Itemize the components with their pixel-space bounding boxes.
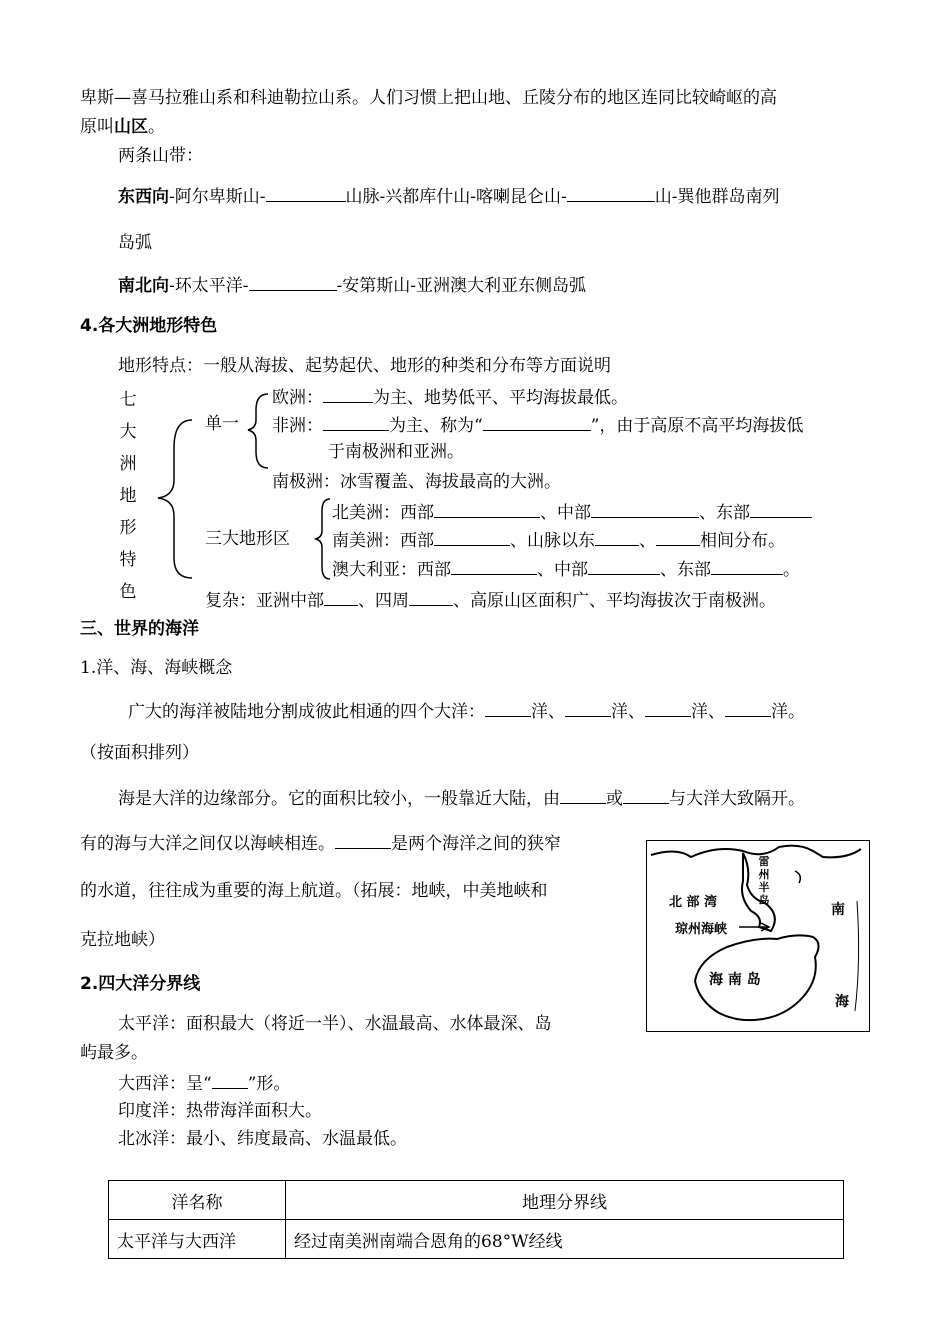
blank[interactable]: [434, 527, 510, 546]
outer-brace: [158, 420, 192, 578]
south-label: 南: [831, 902, 845, 918]
char: 七: [119, 390, 137, 410]
antarctica-line: 南极洲：冰雪覆盖、海拔最高的大洲。: [272, 472, 561, 492]
text: 洋: [691, 702, 708, 722]
blank[interactable]: [434, 499, 540, 518]
text: 、: [639, 531, 656, 551]
text: 南美洲：西部: [332, 531, 434, 551]
blank[interactable]: [645, 698, 691, 717]
leizhou-label: [757, 855, 771, 907]
term: 东西向: [118, 187, 169, 207]
blank[interactable]: [249, 272, 337, 291]
beibu-bay-label: 北 部 湾: [669, 895, 718, 910]
pacific-line-2: 屿最多。: [80, 1043, 148, 1063]
text: 广大的海洋被陆地分割成彼此相通的四个大洋：: [128, 702, 485, 722]
blank[interactable]: [451, 556, 537, 575]
strait-line-1: [80, 830, 561, 856]
text: 。: [783, 560, 800, 580]
cell-ocean-name: 太平洋与大西洋: [109, 1220, 286, 1259]
blank[interactable]: [485, 698, 531, 717]
single-brace: [248, 394, 268, 468]
text: 、东部: [699, 503, 750, 523]
text: ”形。: [247, 1074, 291, 1094]
text: 北美洲：西部: [332, 503, 434, 523]
text: 洋: [531, 702, 548, 722]
text: 原叫: [80, 117, 114, 137]
char: 形: [119, 518, 137, 538]
text: 山脉-兴都库什山-喀喇昆仑山-: [345, 187, 567, 207]
text: 。: [788, 702, 805, 722]
table-row: [109, 1220, 844, 1259]
text: -环太平洋-: [169, 276, 249, 296]
east-west-line: [118, 183, 779, 209]
blank[interactable]: [565, 698, 611, 717]
blank[interactable]: [725, 698, 771, 717]
blank[interactable]: [591, 499, 699, 518]
ocean-boundary-table: [108, 1180, 844, 1259]
edge-line: [855, 901, 859, 1011]
text: 欧洲：: [272, 388, 323, 408]
qiongzhou-strait-label: 琼州海峡: [675, 922, 728, 937]
africa-line-2: 于南极洲和亚洲。: [328, 442, 464, 462]
text: 、: [628, 702, 645, 722]
text: -阿尔卑斯山-: [169, 187, 266, 207]
south-america-line: [332, 527, 785, 553]
blank[interactable]: [324, 587, 358, 606]
complex-line: [205, 587, 776, 613]
text: 、中部: [537, 560, 588, 580]
brace: [316, 499, 330, 579]
text: 洋: [611, 702, 628, 722]
blank[interactable]: [750, 499, 812, 518]
pacific-line-1: 太平洋：面积最大（将近一半）、水温最高、水体最深、岛: [118, 1014, 552, 1034]
atlantic-line: [118, 1070, 290, 1096]
text: 山-巽他群岛南列: [654, 187, 780, 207]
text: 或: [606, 789, 623, 809]
africa-line: [272, 412, 803, 438]
text: 非洲：: [272, 416, 323, 436]
text: 为主、称为“: [389, 416, 483, 436]
text: 、中部: [540, 503, 591, 523]
text: 与大洋大致隔开。: [669, 789, 805, 809]
text: 有的海与大洋之间仅以海峡相连。: [80, 834, 335, 854]
header-boundary: 地理分界线: [286, 1181, 844, 1220]
blank[interactable]: [335, 830, 391, 849]
char: 洲: [119, 454, 137, 474]
three-region-brace: [314, 495, 334, 581]
single-label: 单一: [205, 414, 239, 434]
blank[interactable]: [656, 527, 700, 546]
char: 岛: [758, 894, 770, 907]
indian-line: 印度洋：热带海洋面积大。: [118, 1101, 322, 1121]
text: 、东部: [660, 560, 711, 580]
section-3-title: 三、世界的海洋: [80, 619, 199, 639]
australia-line: [332, 556, 800, 582]
hainan-island-label: 海 南 岛: [709, 972, 761, 988]
blank[interactable]: [323, 412, 389, 431]
text: 岛弧: [118, 233, 152, 253]
qiongzhou-strait-map: [646, 840, 870, 1032]
feature-line: 地形特点：一般从海拔、起势起伏、地形的种类和分布等方面说明: [118, 356, 611, 376]
text: ”，由于高原不高平均海拔低: [590, 416, 804, 436]
text: 海是大洋的边缘部分。它的面积比较小，一般靠近大陆，由: [118, 789, 560, 809]
sea-line: [118, 785, 805, 811]
belts-label: [118, 144, 203, 168]
north-south-line: [118, 272, 586, 298]
blank[interactable]: [212, 1070, 248, 1089]
blank[interactable]: [567, 183, 655, 202]
text: 、高原山区面积广、平均海拔次于南极洲。: [453, 591, 776, 611]
text: 澳大利亚：西部: [332, 560, 451, 580]
term-mountain-area: 山区: [114, 117, 148, 137]
three-regions-label: 三大地形区: [205, 529, 290, 549]
arctic-line: 北冰洋：最小、纬度最高、水温最低。: [118, 1129, 407, 1149]
char: 大: [119, 422, 137, 442]
oceans-line: [128, 698, 805, 724]
sea-label: 海: [835, 994, 849, 1010]
text: 两条山带：: [118, 146, 203, 166]
blank[interactable]: [323, 384, 373, 403]
intro-line-1: [80, 86, 777, 110]
text: 卑斯—喜马拉雅山系和科迪勒拉山系。人们习惯上把山地、丘陵分布的地区连同比较崎岖的高: [80, 88, 777, 108]
subsection-1: 1.洋、海、海峡概念: [80, 658, 233, 678]
text: 是两个海洋之间的狭窄: [391, 834, 561, 854]
char: 色: [119, 582, 137, 602]
text: 、: [548, 702, 565, 722]
europe-line: [272, 384, 628, 410]
header-ocean-name: 洋名称: [109, 1181, 286, 1220]
blank[interactable]: [623, 785, 669, 804]
subsection-2: 2.四大洋分界线: [80, 974, 201, 994]
table-row: [109, 1181, 844, 1220]
text: 、四周: [358, 591, 409, 611]
strait-line-2: 的水道，往往成为重要的海上航道。（拓展：地峡，中美地峡和: [80, 881, 548, 901]
text: 。: [148, 117, 165, 137]
vertical-label: [118, 384, 138, 608]
text: 、: [708, 702, 725, 722]
blank[interactable]: [266, 183, 346, 202]
term: 南北向: [118, 276, 169, 296]
north-america-line: [332, 499, 812, 525]
char: 雷: [758, 855, 770, 868]
coast-detail: [795, 871, 800, 883]
blank[interactable]: [595, 527, 639, 546]
mainland-coast: [651, 846, 861, 858]
blank[interactable]: [711, 556, 783, 575]
blank[interactable]: [409, 587, 453, 606]
intro-line-2: [80, 115, 165, 139]
text: 洋: [771, 702, 788, 722]
blank[interactable]: [588, 556, 660, 575]
section-4-title: 4.各大洲地形特色: [80, 316, 218, 336]
text: 相间分布。: [700, 531, 785, 551]
text: 为主、地势低平、平均海拔最低。: [373, 388, 628, 408]
text: 大西洋：呈“: [118, 1074, 212, 1094]
strait-line-3: 克拉地峡）: [80, 930, 165, 950]
char: 地: [119, 486, 137, 506]
cell-boundary: 经过南美洲南端合恩角的68°W经线: [286, 1220, 844, 1259]
char: 州: [758, 868, 770, 881]
text: 、山脉以东: [510, 531, 595, 551]
oceans-order-note: （按面积排列）: [80, 743, 199, 763]
text: -安第斯山-亚洲澳大利亚东侧岛弧: [336, 276, 586, 296]
blank[interactable]: [560, 785, 606, 804]
char: 特: [119, 550, 137, 570]
text: 复杂：亚洲中部: [205, 591, 324, 611]
char: 半: [758, 881, 770, 894]
east-west-line-2: [118, 231, 152, 255]
blank[interactable]: [483, 412, 591, 431]
